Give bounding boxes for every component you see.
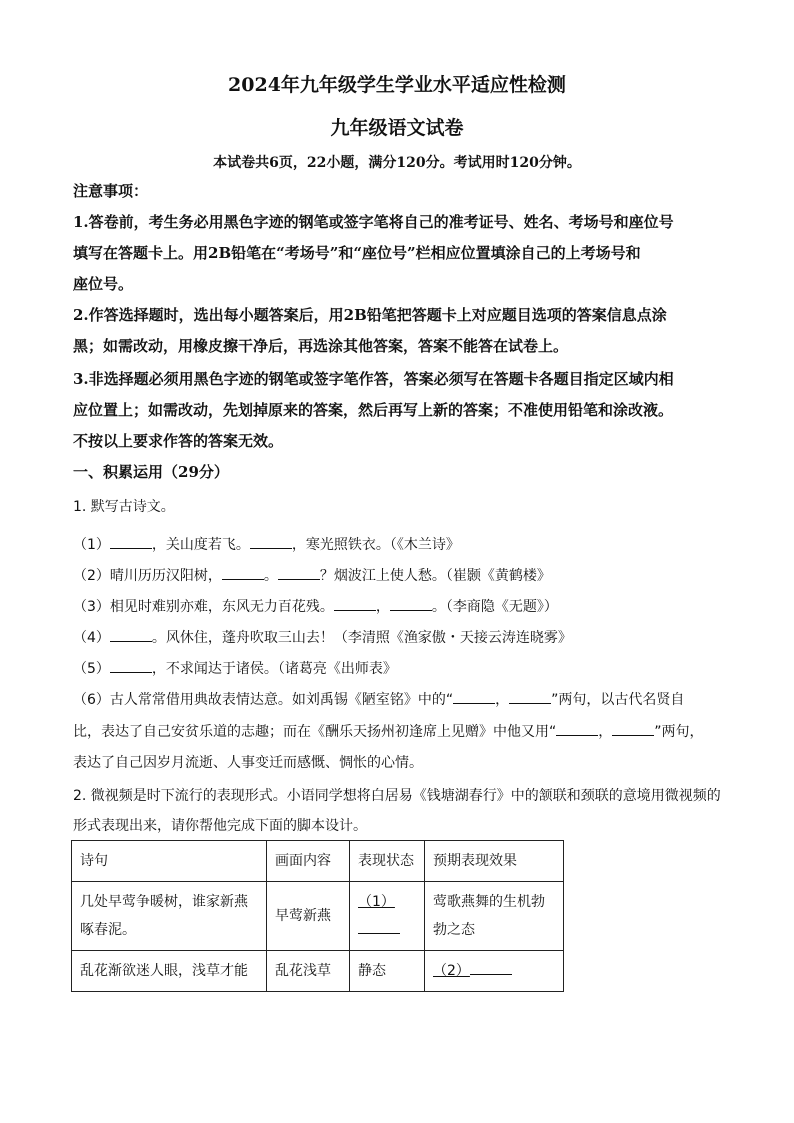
table-row — [72, 882, 564, 951]
exam-subtitle: 九年级语文试卷 — [330, 117, 464, 139]
table-header-cell: 诗句 — [72, 841, 267, 882]
question-1-item-2: （2）晴川历历汉阳树， 。 ？烟波江上使人愁。（崔颢《黄鹤楼》 — [73, 561, 733, 591]
answer-blank[interactable] — [358, 918, 400, 934]
table-cell-poem: 乱花渐欲迷人眼，浅草才能 — [72, 951, 267, 992]
answer-blank[interactable] — [278, 564, 320, 580]
answer-blank[interactable] — [110, 626, 152, 642]
notes-line: 座位号。 — [73, 275, 134, 293]
table-cell-state: 静态 — [350, 951, 425, 992]
answer-blank[interactable] — [612, 720, 654, 736]
answer-blank[interactable] — [110, 533, 152, 549]
section-heading: 一、积累运用（29分） — [73, 463, 229, 481]
table-cell-state[interactable]: （1） — [350, 882, 425, 951]
answer-blank[interactable] — [509, 688, 551, 704]
table-header-row — [72, 841, 564, 882]
question-1-item-6-line-3: 表达了自己因岁月流逝、人事变迁而感慨、惆怅的心情。 — [73, 755, 423, 771]
table-cell-scene: 早莺新燕 — [267, 882, 350, 951]
table-header-cell: 预期表现效果 — [425, 841, 564, 882]
answer-blank[interactable] — [334, 595, 376, 611]
question-2-stem: 2. 微视频是时下流行的表现形式。小语同学想将白居易《钱塘湖春行》中的颔联和颈联的意境用微视频的 — [73, 788, 721, 804]
table-cell-scene: 乱花浅草 — [267, 951, 350, 992]
question-1-item-1: （1） ，关山度若飞。 ，寒光照铁衣。（《木兰诗》 — [73, 530, 733, 560]
notes-line: 3.非选择题必须用黑色字迹的钢笔或签字笔作答，答案必须写在答题卡各题目指定区域内相 — [73, 370, 674, 388]
exam-title: 2024年九年级学生学业水平适应性检测 — [228, 74, 566, 96]
table-header-cell: 画面内容 — [267, 841, 350, 882]
notes-line: 2.作答选择题时，选出每小题答案后，用2B铅笔把答题卡上对应题目选项的答案信息点涂 — [73, 306, 667, 324]
notes-heading: 注意事项： — [73, 182, 149, 200]
notes-line: 填写在答题卡上。用2B铅笔在“考场号”和“座位号”栏相应位置填涂自己的上考场号和 — [73, 244, 641, 262]
question-1-item-6-line-1: （6）古人常常借用典故表情达意。如刘禹锡《陋室铭》中的“ ， ”两句，以古代名贤自 — [73, 685, 733, 715]
question-2-stem-cont: 形式表现出来，请你帮他完成下面的脚本设计。 — [73, 818, 367, 834]
table-cell-effect[interactable]: （2） — [425, 951, 564, 992]
notes-line: 应位置上；如需改动，先划掉原来的答案，然后再写上新的答案；不准使用铅笔和涂改液。 — [73, 401, 674, 419]
notes-line: 1.答卷前，考生务必用黑色字迹的钢笔或签字笔将自己的准考证号、姓名、考场号和座位号 — [73, 213, 674, 231]
table-cell-poem: 几处早莺争暖树，谁家新燕啄春泥。 — [72, 882, 267, 951]
answer-blank[interactable] — [222, 564, 264, 580]
answer-blank[interactable] — [110, 657, 152, 673]
script-design-table — [71, 840, 564, 992]
notes-line: 黑；如需改动，用橡皮擦干净后，再选涂其他答案，答案不能答在试卷上。 — [73, 337, 569, 355]
answer-blank[interactable] — [390, 595, 432, 611]
exam-info: 本试卷共6页，22小题，满分120分。考试用时120分钟。 — [213, 155, 581, 171]
answer-blank[interactable] — [470, 959, 512, 975]
notes-line: 不按以上要求作答的答案无效。 — [73, 432, 284, 450]
answer-blank[interactable] — [250, 533, 292, 549]
question-1-item-4: （4） 。风休住，蓬舟吹取三山去！（李清照《渔家傲・天接云涛连晓雾》 — [73, 623, 733, 653]
question-1-item-6-line-2: 比，表达了自己安贫乐道的志趣；而在《酬乐天扬州初逢席上见赠》中他又用“ ， ”两句， — [73, 717, 733, 747]
question-1-stem: 1. 默写古诗文。 — [73, 499, 175, 515]
table-header-cell: 表现状态 — [350, 841, 425, 882]
question-1-item-5: （5） ，不求闻达于诸侯。（诸葛亮《出师表》 — [73, 654, 733, 684]
answer-blank[interactable] — [453, 688, 495, 704]
table-cell-effect: 莺歌燕舞的生机勃勃之态 — [425, 882, 564, 951]
question-1-item-3: （3）相见时难别亦难，东风无力百花残。 ， 。（李商隐《无题》） — [73, 592, 733, 622]
table-row — [72, 951, 564, 992]
answer-blank[interactable] — [556, 720, 598, 736]
